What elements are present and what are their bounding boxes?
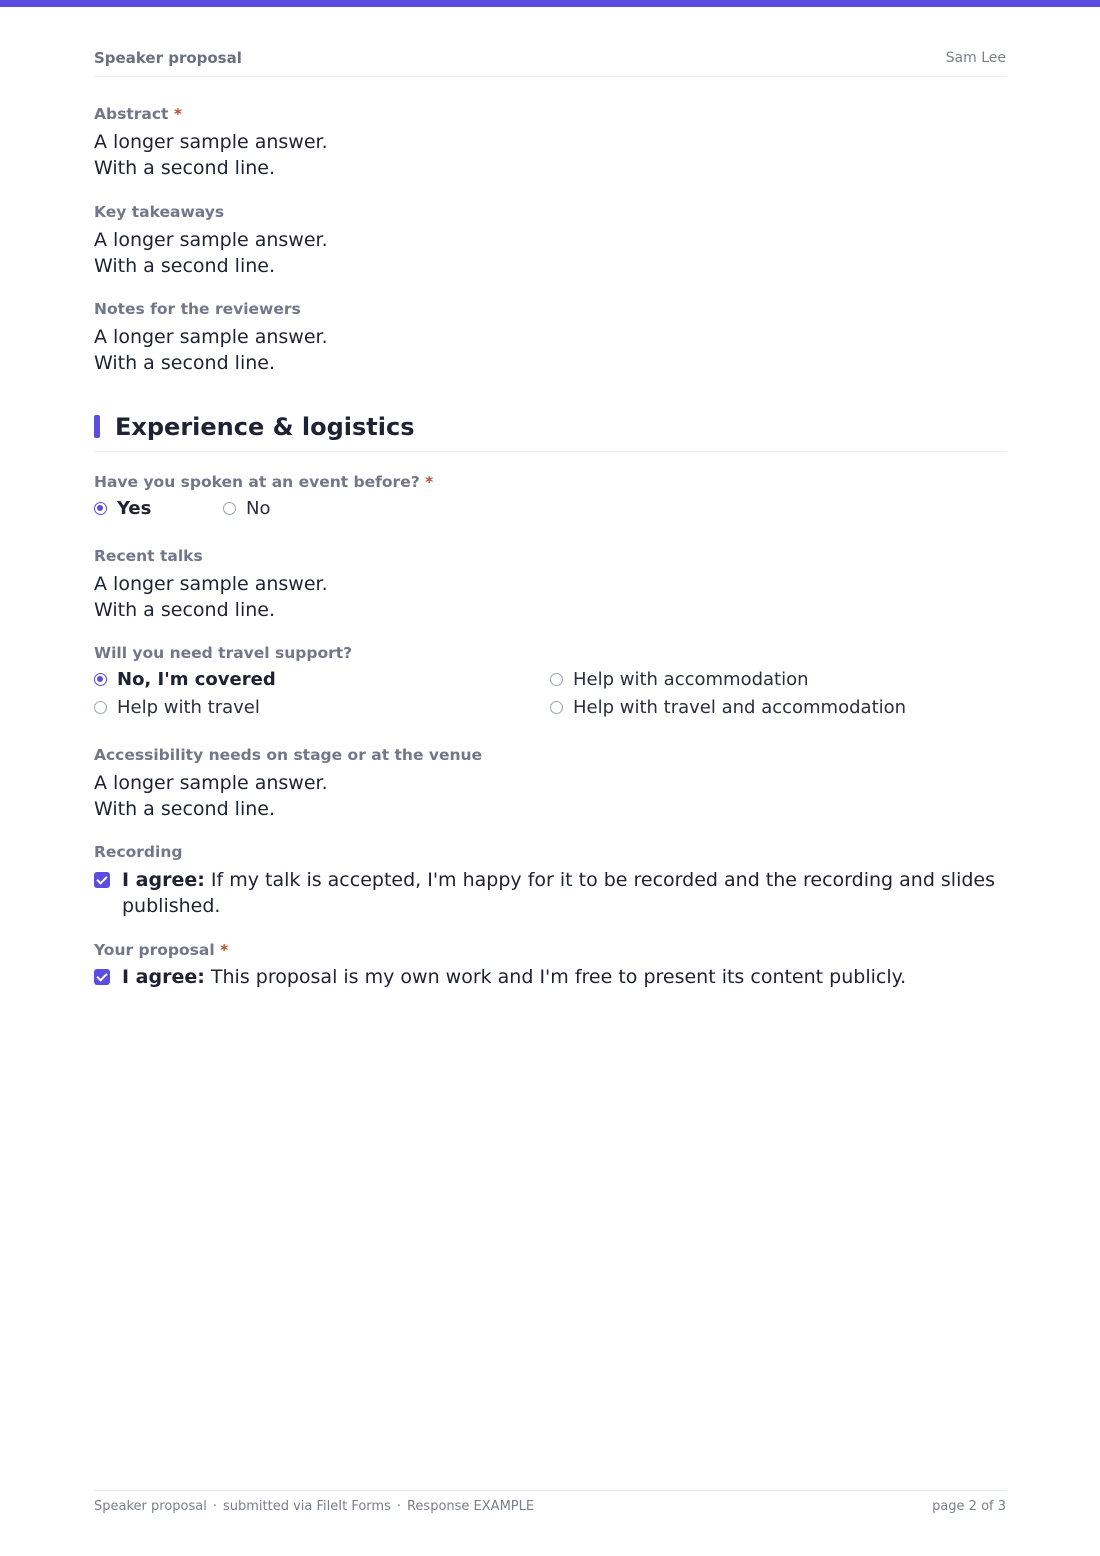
- field-your-proposal: [94, 940, 228, 960]
- agree-label: I agree:: [122, 966, 205, 988]
- required-mark: *: [173, 105, 182, 123]
- consent-text: This proposal is my own work and I'm free to present its content publicly.: [210, 966, 907, 988]
- radio-option-travel[interactable]: Help with travel: [94, 696, 260, 720]
- field-label: Recording: [94, 843, 183, 861]
- user-name: Sam Lee: [945, 50, 1006, 66]
- checkbox-checked-icon[interactable]: [94, 872, 110, 888]
- required-mark: *: [220, 941, 229, 959]
- field-recent-talks: [94, 546, 328, 623]
- radio-option-travel-accommodation[interactable]: Help with travel and accommodation: [550, 696, 906, 720]
- form-title: Speaker proposal: [94, 49, 242, 67]
- field-answer: A longer sample answer. With a second line.: [94, 229, 328, 277]
- radio-selected-icon[interactable]: [94, 502, 107, 515]
- radio-option-no[interactable]: No: [223, 497, 270, 521]
- checkbox-checked-icon[interactable]: [94, 969, 110, 985]
- page-number: page 2 of 3: [932, 1499, 1006, 1514]
- field-answer: A longer sample answer. With a second line.: [94, 573, 328, 621]
- page-header: [94, 48, 1006, 77]
- field-spoken-before: [94, 472, 433, 492]
- field-label: Accessibility needs on stage or at the venue: [94, 746, 483, 764]
- proposal-consent[interactable]: [94, 964, 1006, 990]
- field-label: Will you need travel support?: [94, 644, 353, 662]
- field-answer: A longer sample answer. With a second line.: [94, 772, 328, 820]
- footer-info: Speaker proposal · submitted via FileIt Forms · Response EXAMPLE: [94, 1499, 535, 1514]
- field-answer: A longer sample answer. With a second line.: [94, 326, 328, 374]
- radio-option-yes[interactable]: Yes: [94, 497, 151, 521]
- field-label: Key takeaways: [94, 203, 225, 221]
- field-travel-support: [94, 643, 352, 663]
- field-recording: [94, 842, 182, 862]
- required-mark: *: [425, 473, 434, 491]
- field-answer: A longer sample answer. With a second line.: [94, 131, 328, 179]
- page-footer: [94, 1490, 1006, 1521]
- top-accent-bar: [0, 0, 1100, 7]
- section-title: Experience & logistics: [115, 413, 415, 441]
- radio-empty-icon[interactable]: [550, 673, 563, 686]
- field-label: Recent talks: [94, 547, 203, 565]
- radio-selected-icon[interactable]: [94, 673, 107, 686]
- field-label: Have you spoken at an event before? *: [94, 473, 434, 491]
- radio-option-accommodation[interactable]: Help with accommodation: [550, 668, 809, 692]
- field-notes-reviewers: [94, 299, 328, 376]
- section-heading: [94, 411, 1006, 452]
- agree-label: I agree:: [122, 869, 205, 891]
- field-accessibility: [94, 745, 482, 822]
- radio-option-covered[interactable]: No, I'm covered: [94, 668, 276, 692]
- field-label: Your proposal *: [94, 941, 229, 959]
- field-abstract: [94, 104, 328, 181]
- radio-empty-icon[interactable]: [223, 502, 236, 515]
- consent-text: If my talk is accepted, I'm happy for it to be recorded and the recording and slides published.: [122, 869, 996, 917]
- radio-empty-icon[interactable]: [550, 701, 563, 714]
- recording-consent[interactable]: [94, 867, 1006, 919]
- field-label: Notes for the reviewers: [94, 300, 301, 318]
- radio-empty-icon[interactable]: [94, 701, 107, 714]
- section-accent-bar: [94, 415, 100, 438]
- field-label: Abstract *: [94, 105, 182, 123]
- field-key-takeaways: [94, 202, 328, 279]
